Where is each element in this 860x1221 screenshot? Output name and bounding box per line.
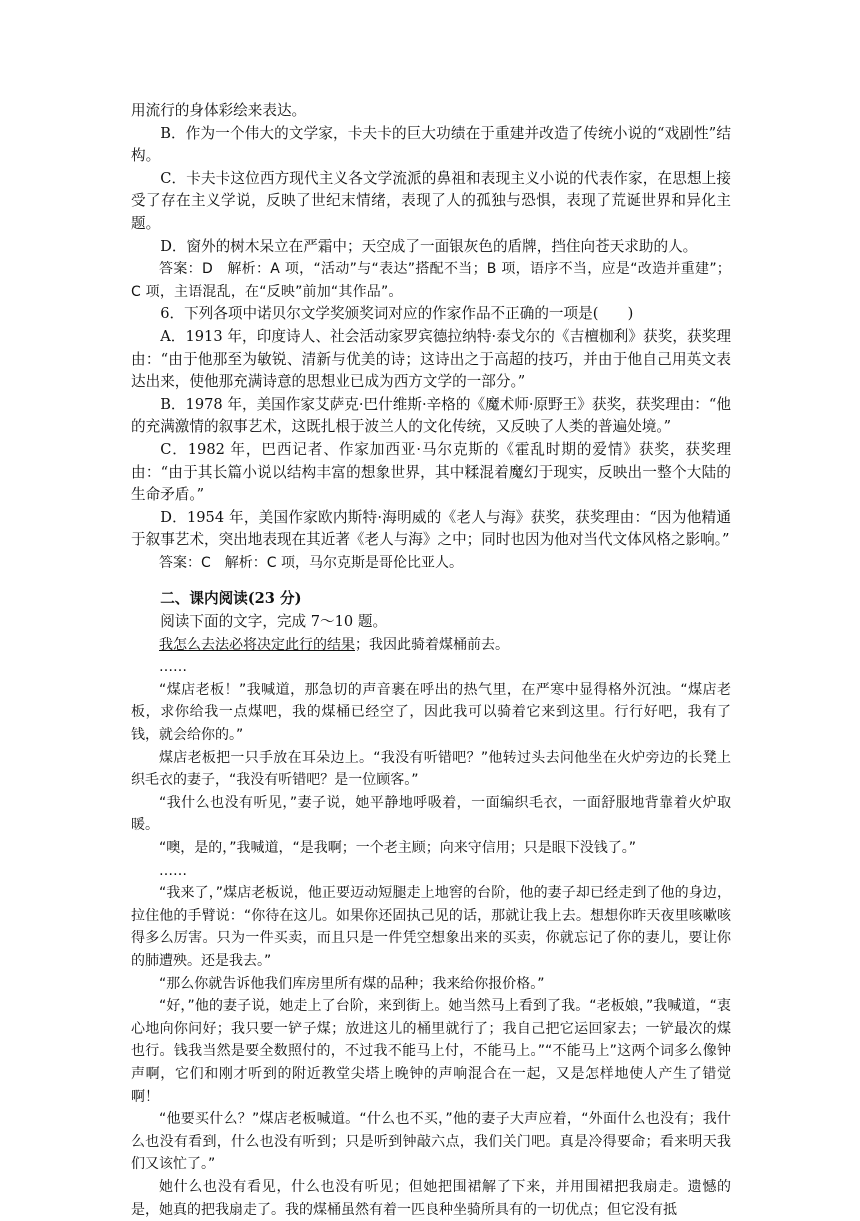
option-c: C．卡夫卡这位西方现代主义各文学流派的鼻祖和表现主义小说的代表作家，在思想上接受了存在主义学说，反映了世纪末情绪，表现了人的孤独与恐惧，表现了荒诞世界和异化主题。 (131, 169, 731, 232)
question-6-option-d: D．1954 年，美国作家欧内斯特·海明威的《老人与海》获奖，获奖理由：“因为他精通于叙事艺术，突出地表现在其近著《老人与海》之中；同时也因为他对当代文体风格之影响。” (131, 508, 731, 549)
passage-first-line (131, 634, 731, 657)
passage-paragraph-5: “我来了，”煤店老板说，他正要迈动短腿走上地窖的台阶，他的妻子却已经走到了他的身边，拉住他的手臂说：“你待在这儿。如果你还固执己见的话，那就让我上去。想想你昨天夜里咳嗽咳得多么厉害。只为一件买卖，而且只是一件凭空想象出来的买卖，你就忘记了你的妻儿，要让你的肺遭殃。还是我去。” (131, 885, 731, 969)
passage-paragraph-9: 她什么也没有看见，什么也没有听见；但她把围裙解了下来，并用围裙把我扇走。遗憾的是，她真的把我扇走了。我的煤桶虽然有着一匹良种坐骑所具有的一切优点；但它没有抵 (131, 1178, 731, 1218)
option-d: D．窗外的树木呆立在严霜中；天空成了一面银灰色的盾牌，挡住向苍天求助的人。 (160, 237, 698, 255)
passage-paragraph-8: “他要买什么？”煤店老板喊道。“什么也不买，”他的妻子大声应着，“外面什么也没有；我什么也没有看到，什么也没有听到；只是听到钟敲六点，我们关门吧。真是冷得要命；看来明天我们又该忙了。” (131, 1111, 731, 1173)
passage-paragraph-4: “噢，是的，”我喊道，“是我啊；一个老主顾；向来守信用；只是眼下没钱了。” (159, 840, 637, 856)
question-6-option-c: C．1982 年，巴西记者、作家加西亚·马尔克斯的《霍乱时期的爱情》获奖，获奖理由：“由于其长篇小说以结构丰富的想象世界，其中糅混着魔幻于现实，反映出一整个大陆的生命矛盾。” (131, 440, 731, 504)
option-a-continuation: 用流行的身体彩绘来表达。 (131, 102, 307, 119)
answer-5: 答案：D 解析：A 项，“活动”与“表达”搭配不当；B 项，语序不当，应是“改造并重建”；C 项，主语混乱，在“反映”前加“其作品”。 (131, 261, 731, 300)
passage-paragraph-1: “煤店老板！”我喊道，那急切的声音裹在呼出的热气里，在严寒中显得格外沉浊。“煤店老板，求你给我一点煤吧，我的煤桶已经空了，因此我可以骑着它来到这里。行行好吧，我有了钱，就会给你的。” (131, 681, 731, 744)
passage-paragraph-3: “我什么也没有听见，”妻子说，她平静地呼吸着，一面编织毛衣，一面舒服地背靠着火炉取暖。 (131, 794, 731, 834)
first-line-rest: ；我因此骑着煤桶前去。 (355, 636, 509, 653)
passage-paragraph-6: “那么你就告诉他我们库房里所有煤的品种；我来给你报价格。” (159, 975, 545, 992)
reading-instruction: 阅读下面的文字，完成 7～10 题。 (160, 613, 388, 631)
section-2-heading: 二、课内阅读(23 分) (160, 590, 302, 608)
answer-6: 答案：C 解析：C 项，马尔克斯是哥伦比亚人。 (159, 554, 463, 571)
underlined-sentence: 我怎么去法必将决定此行的结果 (159, 636, 355, 653)
document-page (131, 100, 731, 1221)
question-6: 6．下列各项中诺贝尔文学奖颁奖词对应的作家作品不正确的一项是( ) (160, 305, 634, 323)
passage-paragraph-2: 煤店老板把一只手放在耳朵边上。“我没有听错吧？”他转过头去问他坐在火炉旁边的长凳上织毛衣的妻子，“我没有听错吧？是一位顾客。” (131, 749, 731, 789)
question-6-option-b: B．1978 年，美国作家艾萨克·巴什维斯·辛格的《魔术师·原野王》获奖，获奖理由：“他的充满激情的叙事艺术，这既扎根于波兰人的文化传统，又反映了人类的普遍处境。” (131, 395, 731, 436)
question-6-option-a: A．1913 年，印度诗人、社会活动家罗宾德拉纳特·泰戈尔的《吉檀枷利》获奖，获奖理由：“由于他那至为敏锐、清新与优美的诗；这诗出之于高超的技巧，并由于他自己用英文表达出来，使他那充满诗意的思想业已成为西方文学的一部分。” (131, 327, 731, 391)
passage-paragraph-7: “好，”他的妻子说，她走上了台阶，来到街上。她当然马上看到了我。“老板娘，”我喊道，“衷心地向你问好；我只要一铲子煤；放进这儿的桶里就行了；我自己把它运回家去；一铲最次的煤也行。钱我当然是要全数照付的，不过我不能马上付，不能马上。”“不能马上”这两个词多么像钟声啊，它们和刚才听到的附近教堂尖塔上晚钟的声响混合在一起，又是怎样地使人产生了错觉啊！ (131, 998, 731, 1105)
ellipsis: …… (159, 659, 187, 676)
option-b: B．作为一个伟大的文学家，卡夫卡的巨大功绩在于重建并改造了传统小说的“戏剧性”结构。 (131, 124, 731, 165)
ellipsis: …… (159, 862, 187, 879)
